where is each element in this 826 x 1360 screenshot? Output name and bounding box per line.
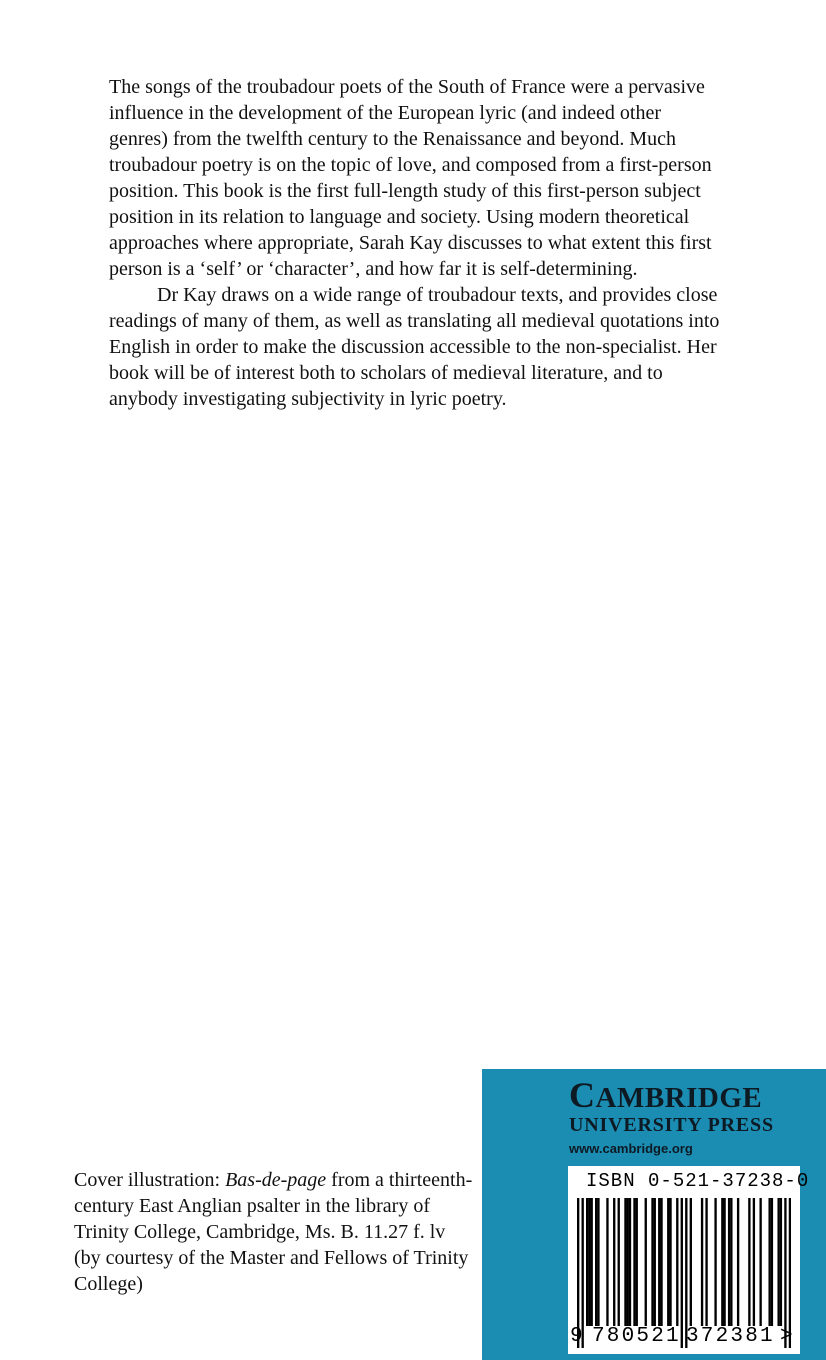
barcode-bar <box>658 1198 660 1326</box>
barcode-bar <box>660 1198 662 1326</box>
barcode-bar <box>669 1198 671 1326</box>
ean-digits <box>568 1325 800 1353</box>
barcode-bar <box>654 1198 656 1326</box>
barcode-bar <box>586 1198 588 1326</box>
publisher-url: www.cambridge.org <box>569 1141 693 1156</box>
barcode-bar <box>591 1198 593 1326</box>
barcode-bar <box>777 1198 779 1326</box>
barcode-bar <box>771 1198 773 1326</box>
isbn-text: ISBN 0-521-37238-0 <box>586 1170 810 1192</box>
barcode-bar <box>667 1198 669 1326</box>
logo-initial: C <box>569 1075 596 1115</box>
publisher-panel <box>482 1069 826 1360</box>
barcode-bar <box>780 1198 782 1326</box>
barcode-bar <box>676 1198 678 1326</box>
barcode-bar <box>629 1198 631 1326</box>
barcode-bar <box>636 1198 638 1326</box>
logo-name-rest: AMBRIDGE <box>595 1082 763 1114</box>
barcode-bar <box>633 1198 635 1326</box>
barcode-bar <box>645 1198 647 1326</box>
isbn-barcode <box>568 1166 810 1354</box>
ean-quiet-mark: > <box>780 1325 795 1348</box>
barcode-bar <box>723 1198 725 1326</box>
barcode-bar <box>759 1198 761 1326</box>
ean-right-group: 372381 <box>686 1325 775 1348</box>
barcode-bar <box>705 1198 707 1326</box>
barcode-bar <box>618 1198 620 1326</box>
credit-artwork-title: Bas-de-page <box>225 1169 327 1191</box>
barcode-bar <box>627 1198 629 1326</box>
barcode-bar <box>595 1198 597 1326</box>
barcode-bar <box>737 1198 739 1326</box>
barcode-bar <box>588 1198 590 1326</box>
barcode-bar <box>721 1198 723 1326</box>
barcode-bar <box>730 1198 732 1326</box>
barcode-bar <box>606 1198 608 1326</box>
blurb-paragraph-2: Dr Kay draws on a wide range of troubadour texts, and provides close readings of many of them, as well as translating all medieval quotations into English in order to make the discussion accessible to the non-specialist. Her book will be of interest both to scholars of medieval literature, and to anybody investigating subjectivity in lyric poetry. <box>109 284 720 410</box>
barcode-bar <box>690 1198 692 1326</box>
barcode-bar <box>624 1198 626 1326</box>
credit-prefix: Cover illustration: <box>74 1169 226 1191</box>
publisher-logo <box>569 1075 762 1118</box>
barcode-bar <box>728 1198 730 1326</box>
ean-first-digit: 9 <box>570 1325 585 1348</box>
publisher-subtitle: UNIVERSITY PRESS <box>569 1114 774 1136</box>
barcode-bar <box>748 1198 750 1326</box>
barcode-bar <box>613 1198 615 1326</box>
barcode-bar <box>768 1198 770 1326</box>
ean-left-group: 780521 <box>592 1325 681 1348</box>
barcode-bar <box>597 1198 599 1326</box>
barcode-bar <box>701 1198 703 1326</box>
back-cover-blurb <box>109 74 721 412</box>
barcode-bar <box>753 1198 755 1326</box>
blurb-paragraph-1: The songs of the troubadour poets of the South of France were a pervasive influence in the development of the European lyric (and indeed other genres) from the twelfth century to the Renaissance and beyond. Much troubadour poetry is on the topic of love, and composed from a first-person position. This book is the first full-length study of this first-person subject position in its relation to language and society. Using modern theoretical approaches where appropriate, Sarah Kay discusses to what extent this first person is a ‘self’ or ‘character’, and how far it is self-determining. <box>109 76 712 280</box>
barcode-bar <box>651 1198 653 1326</box>
cover-illustration-credit <box>74 1167 474 1297</box>
barcode-bar <box>714 1198 716 1326</box>
credit-details: from a thirteenth-century East Anglian psalter in the library of Trinity College, Cambridge, Ms. B. 11.27 f. lv (by courtesy of the Master and Fellows of Trinity College) <box>74 1169 473 1295</box>
